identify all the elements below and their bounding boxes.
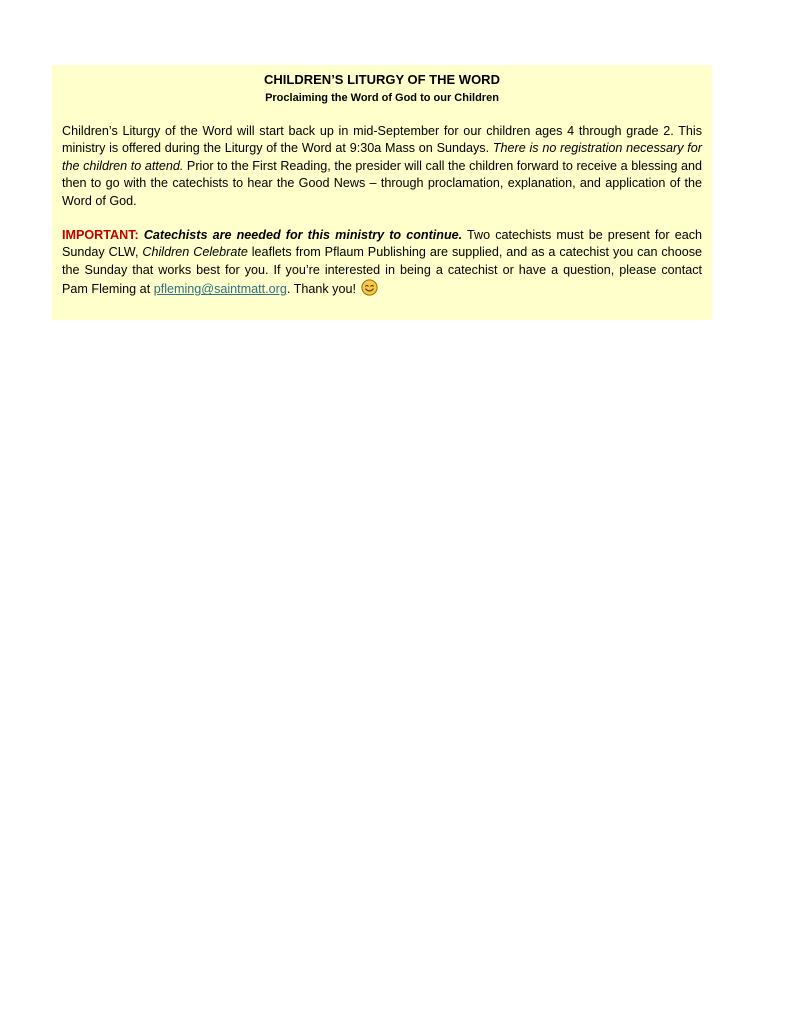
intro-text-start: Children’s Liturgy of the Word will start back up in mid-September for our children ages 4 through grade 2. This ministry is offered during the Liturgy of the Word at 9:30a Mass on Sundays. bbox=[62, 124, 702, 156]
catechist-text-start: Two catechists must be present for each Sunday CLW, bbox=[62, 228, 703, 260]
leaflet-title: Children Celebrate bbox=[142, 245, 248, 260]
important-label: IMPORTANT: bbox=[62, 228, 139, 243]
catechist-text-middle: leaflets from Pflaum Publishing are supplied, and as a catechist you can choose the Sunday that works best for you. If you’re interested in being a catechist or have a question, please contact Pam Fleming at bbox=[62, 245, 702, 297]
contact-email-link[interactable]: pfleming@saintmatt.org bbox=[153, 282, 287, 297]
notice-subtitle: Proclaiming the Word of God to our Children bbox=[265, 92, 499, 104]
thank-you-text: . Thank you! bbox=[286, 282, 356, 297]
notice-box bbox=[52, 65, 712, 320]
intro-paragraph bbox=[62, 123, 702, 210]
registration-note: There is no registration necessary for the children to attend. bbox=[62, 141, 702, 173]
smiley-icon bbox=[361, 279, 378, 301]
catechist-emphasis: Catechists are needed for this ministry to continue. bbox=[143, 228, 463, 243]
catechist-paragraph bbox=[62, 227, 702, 302]
intro-text-end: Prior to the First Reading, the presider will call the children forward to receive a blessing and then to go with the catechists to hear the Good News – through proclamation, explanation, and application of the Word of God. bbox=[62, 158, 702, 208]
notice-title: CHILDREN’S LITURGY OF THE WORD bbox=[264, 72, 500, 87]
